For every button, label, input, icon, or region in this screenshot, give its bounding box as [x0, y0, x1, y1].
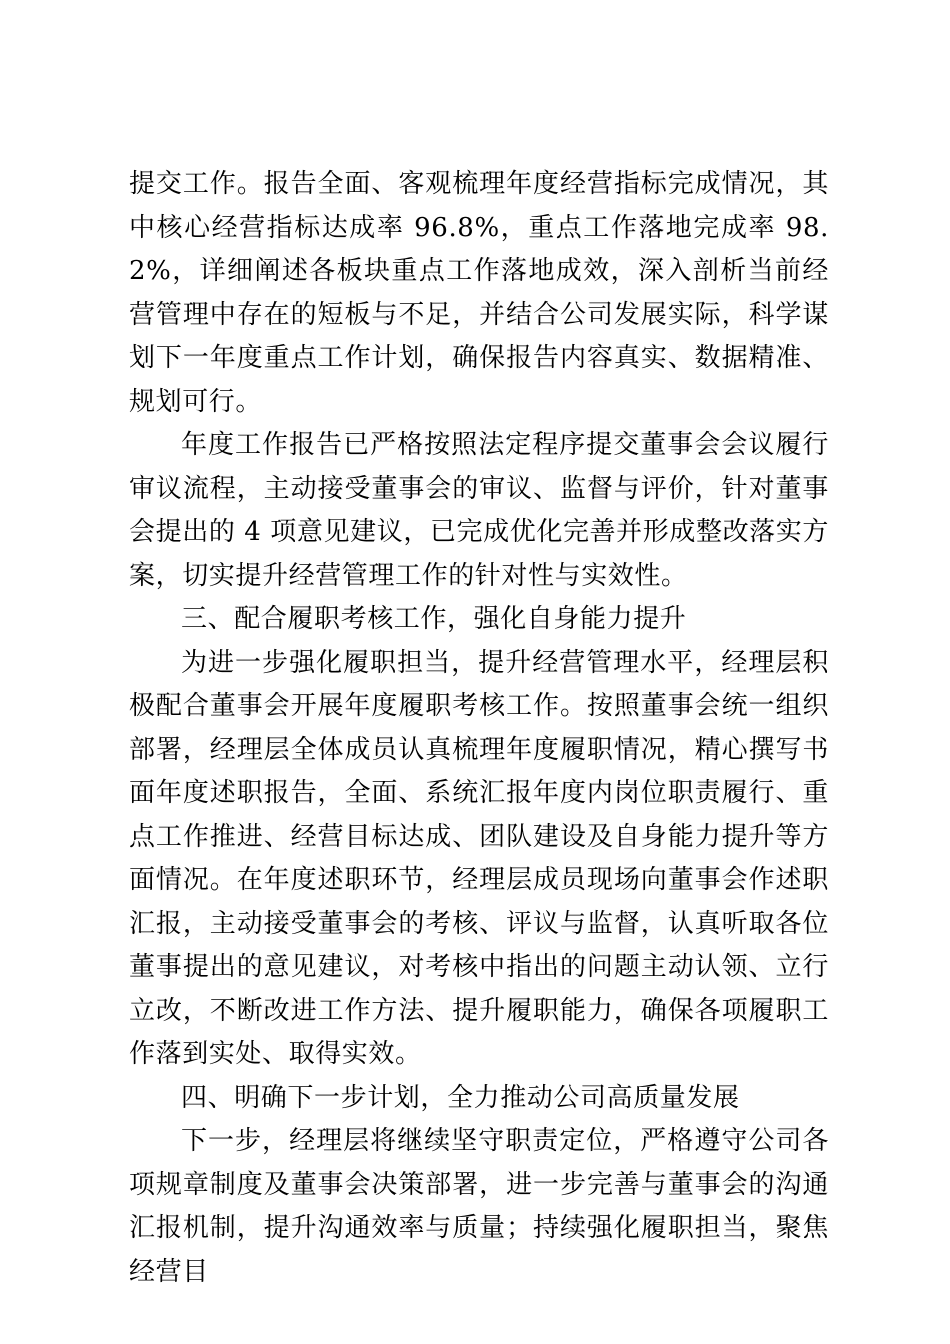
paragraph-performance-assessment: 为进一步强化履职担当，提升经营管理水平，经理层积极配合董事会开展年度履职考核工作。按照董事会统一组织部署，经理层全体成员认真梳理年度履职情况，精心撰写书面年度述职报告，全面、系统汇报年度内岗位职责履行、重点工作推进、经营目标达成、团队建设及自身能力提升等方面情况。在年度述职环节，经理层成员现场向董事会作述职汇报，主动接受董事会的考核、评议与监督，认真听取各位董事提出的意见建议，对考核中指出的问题主动认领、立行立改，不断改进工作方法、提升履职能力，确保各项履职工作落到实处、取得实效。	[129, 647, 829, 1069]
section-heading-4: 四、明确下一步计划，全力推动公司高质量发展	[181, 1082, 740, 1113]
paragraph-board-review: 年度工作报告已严格按照法定程序提交董事会会议履行审议流程，主动接受董事会的审议、监督与评价，针对董事会提出的 4 项意见建议，已完成优化完善并形成整改落实方案，切实提升经营管理工作的针对性与实效性。	[129, 430, 829, 591]
paragraph-next-steps: 下一步，经理层将继续坚守职责定位，严格遵守公司各项规章制度及董事会决策部署，进一步完善与董事会的沟通汇报机制，提升沟通效率与质量；持续强化履职担当，聚焦经营目	[129, 1126, 829, 1287]
paragraph-report-content: 提交工作。报告全面、客观梳理年度经营指标完成情况，其中核心经营指标达成率 96.8%，重点工作落地完成率 98.2%，详细阐述各板块重点工作落地成效，深入剖析当前经营管理中存在的短板与不足，并结合公司发展实际，科学谋划下一年度重点工作计划，确保报告内容真实、数据精准、规划可行。	[129, 169, 829, 417]
section-heading-3: 三、配合履职考核工作，强化自身能力提升	[181, 604, 687, 634]
document-body	[129, 163, 829, 1294]
